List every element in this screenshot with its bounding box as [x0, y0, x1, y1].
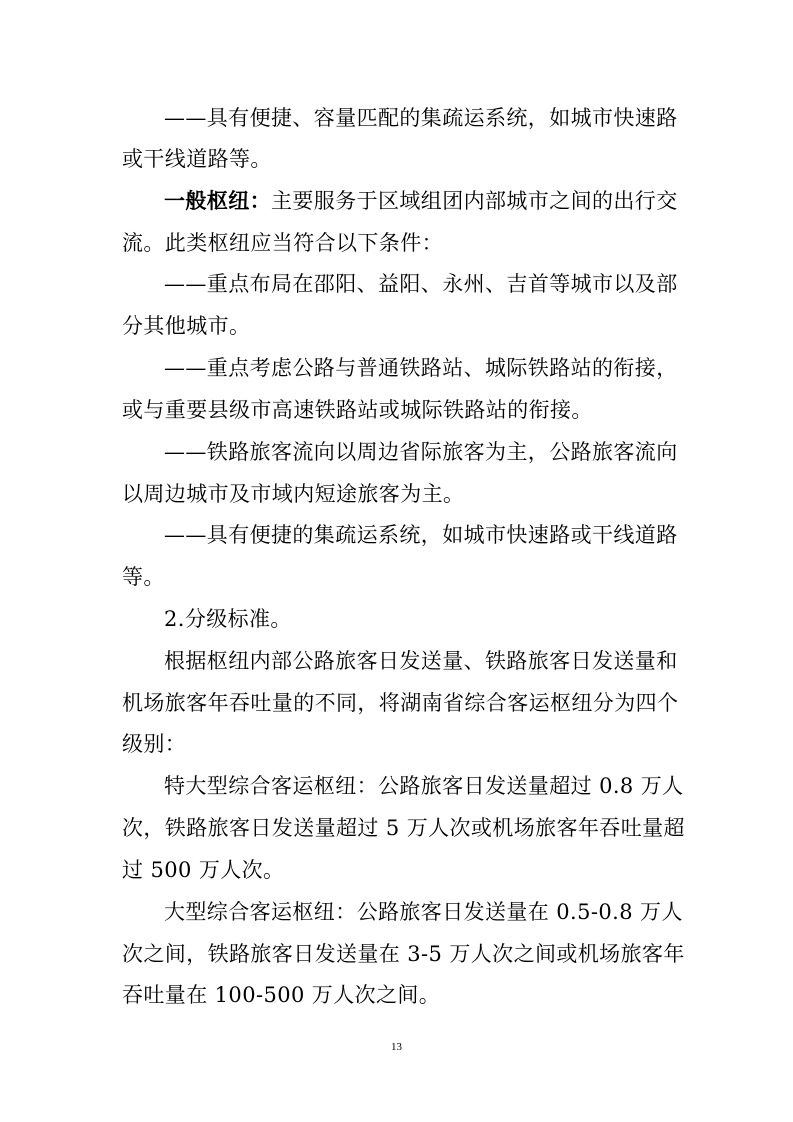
- text-line: 或干线道路等。: [122, 147, 272, 171]
- bold-lead: 一般枢纽：: [164, 189, 271, 213]
- text-line: 大型综合客运枢纽：公路旅客日发送量在 0.5-0.8 万人: [164, 900, 683, 924]
- page-number: 13: [391, 1041, 402, 1053]
- text-line: 以周边城市及市域内短途旅客为主。: [122, 482, 465, 506]
- text-line: 分其他城市。: [122, 314, 251, 338]
- text-line: 根据枢纽内部公路旅客日发送量、铁路旅客日发送量和: [164, 649, 678, 673]
- text-line: ——铁路旅客流向以周边省际旅客为主，公路旅客流向: [164, 440, 678, 464]
- text-line: 吞吐量在 100-500 万人次之间。: [122, 983, 441, 1007]
- text-line: 特大型综合客运枢纽：公路旅客日发送量超过 0.8 万人: [164, 774, 684, 798]
- text-line: ——重点布局在邵阳、益阳、永州、吉首等城市以及部: [164, 272, 678, 296]
- text-line: 过 500 万人次。: [122, 858, 285, 882]
- text-line: 流。此类枢纽应当符合以下条件：: [122, 231, 443, 255]
- text-line: [164, 187, 678, 215]
- text-line: ——具有便捷的集疏运系统，如城市快速路或干线道路: [164, 523, 678, 547]
- section-heading: 2.分级标准。: [164, 607, 292, 631]
- text-line: 机场旅客年吞吐量的不同，将湖南省综合客运枢纽分为四个: [122, 691, 679, 715]
- text-line: 或与重要县级市高速铁路站或城际铁路站的衔接。: [122, 398, 593, 422]
- text-line: 等。: [122, 565, 165, 589]
- text-line: ——重点考虑公路与普通铁路站、城际铁路站的衔接，: [164, 356, 678, 380]
- text-span: 主要服务于区域组团内部城市之间的出行交: [271, 189, 678, 213]
- text-line: 级别：: [122, 732, 187, 756]
- text-line: ——具有便捷、容量匹配的集疏运系统，如城市快速路: [164, 106, 678, 130]
- text-line: 次之间，铁路旅客日发送量在 3-5 万人次之间或机场旅客年: [122, 942, 685, 966]
- text-line: 次，铁路旅客日发送量超过 5 万人次或机场旅客年吞吐量超: [122, 816, 685, 840]
